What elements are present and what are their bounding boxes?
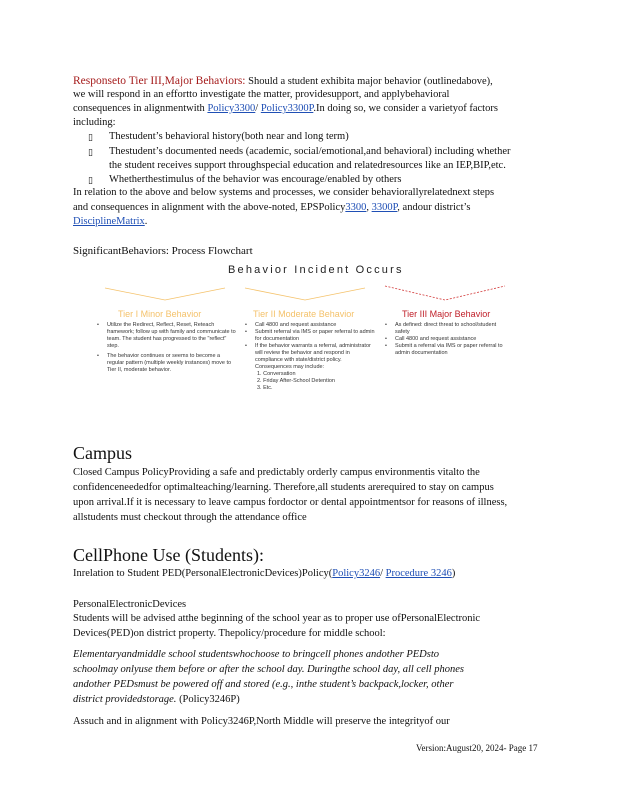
ped-policy-line: Elementaryandmiddle school studentswhochoose to bringcell phones andother PEDsto [73, 649, 439, 660]
bullet-icon: ▯ [88, 132, 93, 142]
arrow-tier-3 [385, 286, 505, 300]
arrow-tier-1 [105, 288, 225, 300]
campus-line: allstudents must checkout through the attendance office [73, 512, 307, 523]
ped-policy-line: district providedstorage. (Policy3246P) [73, 694, 240, 705]
relation-line-1: In relation to the above and below systems and processes, we consider behaviorallyrelatednext steps [73, 187, 495, 198]
response-line-4: including: [73, 117, 116, 128]
cellphone-heading: CellPhone Use (Students): [73, 545, 264, 565]
response-heading: Responseto Tier III,Major Behaviors: [73, 75, 246, 87]
campus-line: upon arrival.If it is necessary to leave campus fordoctor or dental appointmentsor for reasons of illness, [73, 497, 508, 508]
list-item: • Call 4800 and request assistance [385, 336, 477, 342]
tier-2-list [245, 322, 375, 392]
relation-line-3: DisciplineMatrix. [73, 216, 148, 227]
list-item: • The behavior continues or seems to become a regular pattern (multiple weekly instances) move to Tier II, moderate behavior. [97, 353, 232, 373]
campus-line: confidenceneededfor optimalteaching/learning. Therefore,all students arerequired to stay on campus [73, 482, 494, 493]
relation-line-2: and consequences in alignment with the above-noted, EPSPolicy3300, 3300P, andour district’s [73, 202, 471, 213]
list-item: 3. Etc. [257, 385, 273, 391]
list-item-continuation: the student receives support throughspecial education and relatedresources like an IEP,BIP,etc. [109, 160, 506, 171]
discipline-matrix-link[interactable]: DisciplineMatrix [73, 216, 145, 227]
page-footer: Version:August20, 2024- Page 17 [416, 743, 538, 753]
epspolicy-3300-link[interactable]: 3300 [345, 202, 367, 213]
list-item: • Call 4800 and request assistance [245, 322, 337, 328]
tier-3-title: Tier III Major Behavior [402, 309, 491, 319]
cellphone-intro: Inrelation to Student PED(PersonalElectronicDevices)Policy(Policy3246/ Procedure 3246) [73, 568, 456, 579]
cellphone-final-line: Assuch and in alignment with Policy3246P,North Middle will preserve the integrityof our [73, 716, 450, 727]
ped-paragraph-line: Devices(PED)on district property. Thepolicy/procedure for middle school: [73, 628, 386, 639]
list-item: • Submit referral via IMS or paper referral to admin for documentation [245, 329, 375, 342]
list-item: • Utilize the Redirect, Reflect, Reset, Reteach framework; follow up with family and communicate to team. The student has progressed to the "reflect" step. [97, 322, 236, 349]
campus-line: Closed Campus PolicyProviding a safe and predictably orderly campus environmentis vitalto the [73, 467, 480, 478]
policy-3300-link[interactable]: Policy3300 [207, 103, 256, 114]
tier-2-title: Tier II Moderate Behavior [253, 309, 355, 319]
list-item: 2. Friday After-School Detention [257, 378, 335, 384]
flowchart-section-title: SignificantBehaviors: Process Flowchart [73, 245, 253, 257]
bullet-icon: ▯ [88, 147, 93, 157]
tier-3-list [385, 322, 510, 357]
ped-paragraph-line: Students will be advised atthe beginning of the school year as to proper use ofPersonalElectronic [73, 613, 481, 624]
ped-policy-line: schoolmay onlyuse them before or after the school day. Duringthe school day, all cell phones [73, 664, 464, 675]
arrow-tier-2 [245, 288, 365, 300]
list-item: • If the behavior warrants a referral, administrator will review the behavior and respond in compliance with state/district policy. Consequences may include: [245, 343, 371, 370]
tier-1-list [97, 322, 237, 374]
ped-policy-line: andother PEDsmust be powered off and stored (e.g., inthe student’s backpack,locker, other [73, 679, 454, 690]
procedure-3246-link[interactable]: Procedure 3246 [385, 568, 452, 579]
policy-3300p-link[interactable]: Policy3300P [260, 103, 314, 114]
bullet-icon: ▯ [88, 175, 93, 185]
tier-1-title: Tier I Minor Behavior [118, 309, 202, 319]
campus-heading: Campus [73, 443, 133, 463]
list-item: 1. Conversation [257, 371, 296, 377]
list-item: • As defined: direct threat to school/student safety [385, 322, 497, 335]
response-line-3: consequences in alignmentwith Policy3300/ Policy3300P.In doing so, we consider a varietyof factors [73, 103, 498, 114]
response-line-2: we will respond in an effortto investigate the matter, providesupport, and applybehavioral [73, 89, 450, 100]
flowchart-header: Behavior Incident Occurs [228, 264, 404, 276]
response-line-1: Responseto Tier III,Major Behaviors: Should a student exhibita major behavior (outlinedabove), [73, 75, 493, 87]
flowchart-arrows [95, 278, 535, 308]
ped-subheading: PersonalElectronicDevices [73, 599, 187, 610]
epspolicy-3300p-link[interactable]: 3300P [371, 202, 398, 213]
list-item: • Submit a referral via IMS or paper referral to admin documentation [385, 343, 503, 356]
policy-3246-link[interactable]: Policy3246 [332, 568, 381, 579]
